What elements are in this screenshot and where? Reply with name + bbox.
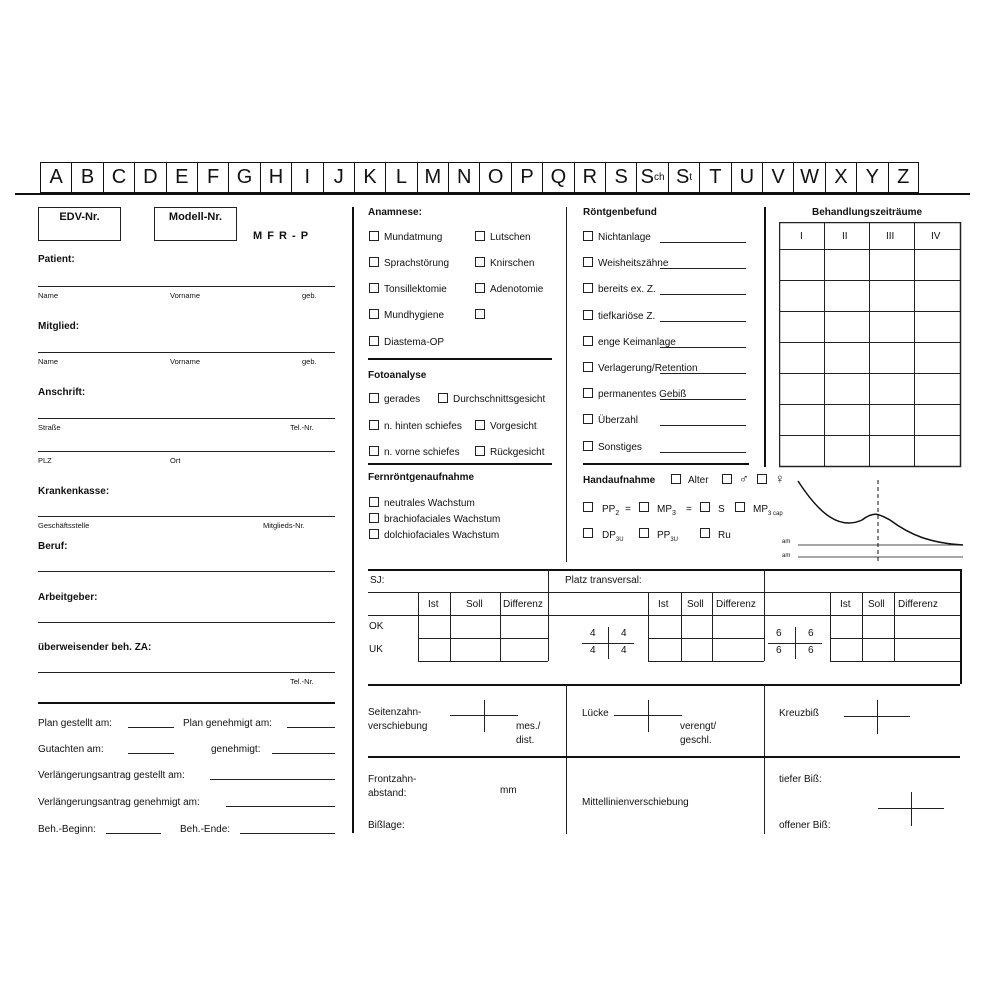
col-divider-right xyxy=(764,207,766,467)
pt2-col-1 xyxy=(830,592,831,661)
quad-4-lower-right: 4 xyxy=(621,645,627,656)
tab-h[interactable]: H xyxy=(260,162,291,193)
foto-n-hinten-schiefes-label: n. hinten schiefes xyxy=(384,421,462,432)
pt1-soll: Soll xyxy=(687,599,704,610)
pp2-checkbox[interactable] xyxy=(583,502,593,512)
tab-e[interactable]: E xyxy=(166,162,197,193)
anamnese-extra-checkbox[interactable] xyxy=(475,309,485,319)
quad-4-lower-left: 4 xyxy=(590,645,596,656)
roentgen-tiefkariöse-z--checkbox[interactable] xyxy=(583,310,593,320)
female-checkbox[interactable] xyxy=(757,474,767,484)
roentgen-verlagerung-retention-checkbox[interactable] xyxy=(583,362,593,372)
biss-cross-v[interactable] xyxy=(911,792,912,826)
uk-label: UK xyxy=(369,644,383,655)
kreuzbiss-label: Kreuzbiß xyxy=(779,708,820,719)
am-label-1: am xyxy=(782,539,791,545)
alter-checkbox[interactable] xyxy=(671,474,681,484)
verl-genehmigt-label: Verlängerungsantrag genehmigt am: xyxy=(38,797,200,808)
foto-rückgesicht-checkbox[interactable] xyxy=(475,446,485,456)
frontzahn-label-2: abstand: xyxy=(368,788,407,799)
quad-4-upper-right: 4 xyxy=(621,628,627,639)
anamnese-diastema-op-checkbox[interactable] xyxy=(369,336,379,346)
eq-2: = xyxy=(686,504,692,515)
modell-nr-box[interactable] xyxy=(154,207,237,241)
sj-soll: Soll xyxy=(466,599,483,610)
foto-durchschnittsgesicht-checkbox[interactable] xyxy=(438,393,448,403)
header-divider xyxy=(15,193,970,195)
pt1-col-2 xyxy=(681,592,682,661)
roentgen-nichtanlage-label: Nichtanlage xyxy=(598,232,651,243)
pt2-col-2 xyxy=(862,592,863,661)
fern-neutrales-wachstum-label: neutrales Wachstum xyxy=(384,498,475,509)
roentgen-überzahl-checkbox[interactable] xyxy=(583,414,593,424)
hand-title: Handaufnahme xyxy=(583,475,656,486)
anamnese-mundatmung-checkbox[interactable] xyxy=(369,231,379,241)
tab-v[interactable]: V xyxy=(762,162,793,193)
tab-sch[interactable]: S ch xyxy=(636,162,667,193)
edv-nr-box[interactable] xyxy=(38,207,121,241)
anamnese-knirschen-checkbox[interactable] xyxy=(475,257,485,267)
seitenzahn-label-1: Seitenzahn- xyxy=(368,707,422,718)
luecke-label: Lücke xyxy=(582,708,609,719)
geschaeftsstelle-hint: Geschäftsstelle xyxy=(38,521,90,530)
s-label: S xyxy=(718,504,725,515)
tab-o[interactable]: O xyxy=(479,162,510,193)
genehmigt-label: genehmigt: xyxy=(211,744,261,755)
mitglieds-nr-hint: Mitglieds-Nr. xyxy=(263,521,305,530)
anamnese-divider xyxy=(368,358,552,360)
roentgen-weisheitszähne-line[interactable] xyxy=(660,268,746,269)
geschl-label: geschl. xyxy=(680,735,712,746)
bisslage-label: Bißlage: xyxy=(368,820,405,831)
bottom-mid-border xyxy=(368,756,960,758)
luecke-cross-v[interactable] xyxy=(648,700,649,732)
dp3u-label: $DP_{3U}$ xyxy=(602,530,624,543)
beh-ende-label: Beh.-Ende: xyxy=(180,824,231,835)
anamnese-mundhygiene-checkbox[interactable] xyxy=(369,309,379,319)
gutachten-line[interactable] xyxy=(128,753,174,754)
tab-b[interactable]: B xyxy=(71,162,102,193)
mittellinien-label: Mittellinienverschiebung xyxy=(582,797,689,808)
foto-title: Fotoanalyse xyxy=(368,370,427,381)
plan-genehmigt-label: Plan genehmigt am: xyxy=(183,718,272,729)
behandlung-col-4: IV xyxy=(931,231,941,242)
behandlung-col-2: II xyxy=(842,231,848,242)
tab-n[interactable]: N xyxy=(448,162,479,193)
quad-6-lower-right: 6 xyxy=(808,645,814,656)
roentgen-sonstiges-line[interactable] xyxy=(660,452,746,453)
tab-j[interactable]: J xyxy=(323,162,354,193)
pt1-col-1 xyxy=(648,592,649,661)
roentgen-verlagerung-retention-line[interactable] xyxy=(660,373,746,374)
pp2-label: $PP_2$ xyxy=(602,504,620,517)
tab-q[interactable]: Q xyxy=(542,162,573,193)
mp3-label: $MP_3$ xyxy=(657,504,676,517)
anamnese-lutschen-label: Lutschen xyxy=(490,232,531,243)
beruf-label: Beruf: xyxy=(38,541,68,552)
foto-vorgesicht-checkbox[interactable] xyxy=(475,420,485,430)
seitenzahn-label-2: verschiebung xyxy=(368,721,428,732)
pt2-ist: Ist xyxy=(840,599,851,610)
roentgen-bereits-ex-z--checkbox[interactable] xyxy=(583,283,593,293)
pt1-mid-line xyxy=(648,638,764,639)
eq-1: = xyxy=(625,504,631,515)
patient-name-hint: Name xyxy=(38,291,59,300)
tab-u[interactable]: U xyxy=(731,162,762,193)
quad-6-upper-left: 6 xyxy=(776,628,782,639)
bottom-div-1 xyxy=(566,684,567,834)
strasse-line[interactable] xyxy=(38,418,335,419)
ueberweisender-label: überweisender beh. ZA: xyxy=(38,642,152,653)
offener-biss-label: offener Biß: xyxy=(779,820,831,831)
plan-gestellt-label: Plan gestellt am: xyxy=(38,718,112,729)
mfr-code: M F R - P xyxy=(253,230,310,242)
male-symbol: ♂ xyxy=(739,471,749,486)
frontzahn-label-1: Frontzahn- xyxy=(368,774,417,785)
anamnese-lutschen-checkbox[interactable] xyxy=(475,231,485,241)
bottom-top-border xyxy=(368,684,960,686)
behandlung-title: Behandlungszeiträume xyxy=(812,207,923,218)
edv-nr-label: EDV-Nr. xyxy=(59,211,100,223)
anamnese-adenotomie-checkbox[interactable] xyxy=(475,283,485,293)
tel-hint: Tel.-Nr. xyxy=(290,423,314,432)
roentgen-tiefkariöse-z--label: tiefkariöse Z. xyxy=(598,310,656,322)
mp3cap-checkbox[interactable] xyxy=(735,502,745,512)
sj-col-1 xyxy=(418,592,419,661)
strasse-hint: Straße xyxy=(38,423,61,432)
alter-label: Alter xyxy=(688,475,709,486)
beruf-line[interactable] xyxy=(38,571,335,572)
patient-vorname-hint: Vorname xyxy=(170,291,201,300)
ueberweisender-tel-hint: Tel.-Nr. xyxy=(290,677,314,686)
mitglied-vorname-hint: Vorname xyxy=(170,357,201,366)
roentgen-nichtanlage-checkbox[interactable] xyxy=(583,231,593,241)
tab-x[interactable]: X xyxy=(825,162,856,193)
mitglied-label: Mitglied: xyxy=(38,321,80,332)
mp3cap-label: $MP_{3 cap}$ xyxy=(753,504,783,517)
tab-a[interactable]: A xyxy=(40,162,71,193)
foto-durchschnittsgesicht-label: Durchschnittsgesicht xyxy=(453,394,546,405)
left-section-divider xyxy=(38,702,335,704)
dist-label: dist. xyxy=(516,735,535,746)
sj-mid-line xyxy=(418,638,548,639)
growth-curve-graph xyxy=(780,475,965,565)
dp3u-checkbox[interactable] xyxy=(583,528,593,538)
anamnese-tonsillektomie-checkbox[interactable] xyxy=(369,283,379,293)
roentgen-weisheitszähne-checkbox[interactable] xyxy=(583,257,593,267)
sj-ist: Ist xyxy=(428,599,439,610)
pt2-bottom-line xyxy=(830,661,960,662)
tab-p[interactable]: P xyxy=(511,162,542,193)
col-divider-left xyxy=(352,207,354,833)
roentgen-permanentes-gebiß-label: permanentes Gebiß xyxy=(598,389,687,401)
seitenzahn-cross-v[interactable] xyxy=(484,700,485,732)
fern-dolchiofaciales-wachstum-label: dolchiofaciales Wachstum xyxy=(384,530,500,541)
pp3u-checkbox[interactable] xyxy=(639,528,649,538)
plan-gestellt-line[interactable] xyxy=(128,727,174,728)
tab-f[interactable]: F xyxy=(197,162,228,193)
tab-w[interactable]: W xyxy=(793,162,824,193)
anschrift-label: Anschrift: xyxy=(38,387,86,398)
quad-6-v xyxy=(795,627,796,659)
sj-differenz: Differenz xyxy=(503,599,543,610)
roentgen-weisheitszähne-label: Weisheitszähne xyxy=(598,258,669,270)
fern-brachiofaciales-wachstum-label: brachiofaciales Wachstum xyxy=(384,514,501,525)
mm-label: mm xyxy=(500,785,517,796)
patient-label: Patient: xyxy=(38,254,75,265)
measure-top-border xyxy=(368,569,960,571)
roentgen-überzahl-label: Überzahl xyxy=(598,415,639,427)
roentgen-enge-keimanlage-checkbox[interactable] xyxy=(583,336,593,346)
s-checkbox[interactable] xyxy=(700,502,710,512)
tab-s[interactable]: S xyxy=(605,162,636,193)
mitglied-name-hint: Name xyxy=(38,357,59,366)
tab-c[interactable]: C xyxy=(103,162,134,193)
roentgen-title: Röntgenbefund xyxy=(583,207,657,218)
anamnese-knirschen-label: Knirschen xyxy=(490,258,535,269)
tab-m[interactable]: M xyxy=(417,162,448,193)
verengt-label: verengt/ xyxy=(680,721,717,732)
tiefer-biss-label: tiefer Biß: xyxy=(779,774,822,785)
roentgen-überzahl-line[interactable] xyxy=(660,425,746,426)
pt1-differenz: Differenz xyxy=(716,599,756,610)
ru-label: Ru xyxy=(718,530,731,541)
platz-label: Platz transversal: xyxy=(565,575,642,586)
quad-6-lower-left: 6 xyxy=(776,645,782,656)
modell-nr-label: Modell-Nr. xyxy=(168,211,223,223)
roentgen-tiefkariöse-z--line[interactable] xyxy=(660,321,746,322)
ueberweisender-line[interactable] xyxy=(38,672,335,673)
pt2-mid-line xyxy=(830,638,960,639)
fern-brachiofaciales-wachstum-checkbox[interactable] xyxy=(369,513,379,523)
anamnese-title: Anamnese: xyxy=(368,207,422,218)
male-checkbox[interactable] xyxy=(722,474,732,484)
arbeitgeber-line[interactable] xyxy=(38,622,335,623)
sj-label: SJ: xyxy=(370,575,385,586)
krankenkasse-label: Krankenkasse: xyxy=(38,486,110,497)
roentgen-bereits-ex-z--label: bereits ex. Z. xyxy=(598,284,656,296)
beh-ende-line[interactable] xyxy=(240,833,335,834)
tab-z[interactable]: Z xyxy=(888,162,919,193)
behandlung-col-3: III xyxy=(886,231,895,242)
roentgen-nichtanlage-line[interactable] xyxy=(660,242,746,243)
tab-t[interactable]: T xyxy=(699,162,730,193)
roentgen-sonstiges-label: Sonstiges xyxy=(598,441,642,453)
measure-subheader-line xyxy=(368,615,960,616)
sj-col-2 xyxy=(450,592,451,661)
measure-header-line xyxy=(368,592,960,593)
quad-4-upper-left: 4 xyxy=(590,628,596,639)
tab-st[interactable]: S t xyxy=(668,162,699,193)
patient-line[interactable] xyxy=(38,286,335,287)
fern-title: Fernröntgenaufnahme xyxy=(368,472,475,483)
anamnese-tonsillektomie-label: Tonsillektomie xyxy=(384,284,447,295)
pt2-differenz: Differenz xyxy=(898,599,938,610)
female-symbol: ♀ xyxy=(775,471,785,486)
anamnese-sprachstörung-checkbox[interactable] xyxy=(369,257,379,267)
pt1-bottom-line xyxy=(648,661,764,662)
pt1-col-3 xyxy=(712,592,713,661)
gutachten-label: Gutachten am: xyxy=(38,744,104,755)
ort-hint: Ort xyxy=(170,456,181,465)
anamnese-mundhygiene-label: Mundhygiene xyxy=(384,310,445,321)
behandlung-col-1: I xyxy=(800,231,803,242)
roentgen-enge-keimanlage-label: enge Keimanlage xyxy=(598,336,676,348)
ru-checkbox[interactable] xyxy=(700,528,710,538)
foto-rückgesicht-label: Rückgesicht xyxy=(490,447,545,458)
tab-g[interactable]: G xyxy=(228,162,259,193)
tab-l[interactable]: L xyxy=(385,162,416,193)
arbeitgeber-label: Arbeitgeber: xyxy=(38,592,98,603)
anamnese-diastema-op-label: Diastema-OP xyxy=(384,337,445,348)
mitglied-line[interactable] xyxy=(38,352,335,353)
sj-bottom-line xyxy=(418,661,548,662)
anamnese-mundatmung-label: Mundatmung xyxy=(384,232,443,243)
foto-vorgesicht-label: Vorgesicht xyxy=(490,421,537,432)
foto-n-vorne-schiefes-label: n. vorne schiefes xyxy=(384,447,460,458)
roentgen-sonstiges-checkbox[interactable] xyxy=(583,441,593,451)
roentgen-verlagerung-retention-label: Verlagerung/Retention xyxy=(598,363,698,374)
beh-beginn-label: Beh.-Beginn: xyxy=(38,824,96,835)
bottom-div-2 xyxy=(764,684,765,834)
fern-dolchiofaciales-wachstum-checkbox[interactable] xyxy=(369,529,379,539)
behandlung-grid[interactable] xyxy=(779,222,962,468)
quad-6-upper-right: 6 xyxy=(808,628,814,639)
measure-right-border xyxy=(960,569,962,684)
foto-n-hinten-schiefes-checkbox[interactable] xyxy=(369,420,379,430)
roentgen-enge-keimanlage-line[interactable] xyxy=(660,347,746,348)
mitglied-geb-hint: geb. xyxy=(302,357,317,366)
pt2-col-3 xyxy=(894,592,895,661)
sj-col-3 xyxy=(500,592,501,661)
quad-4-v xyxy=(608,627,609,659)
roentgen-bereits-ex-z--line[interactable] xyxy=(660,294,746,295)
alphabet-tabs xyxy=(40,162,919,193)
tab-r[interactable]: R xyxy=(574,162,605,193)
krankenkasse-line[interactable] xyxy=(38,516,335,517)
verl-gestellt-line[interactable] xyxy=(210,779,335,780)
verl-gestellt-label: Verlängerungsantrag gestellt am: xyxy=(38,770,185,781)
foto-divider xyxy=(368,463,552,465)
anamnese-sprachstörung-label: Sprachstörung xyxy=(384,258,450,269)
genehmigt-line[interactable] xyxy=(272,753,335,754)
tab-y[interactable]: Y xyxy=(856,162,887,193)
roentgen-divider xyxy=(583,463,749,465)
ok-label: OK xyxy=(369,621,384,632)
tab-d[interactable]: D xyxy=(134,162,165,193)
plz-line[interactable] xyxy=(38,451,335,452)
patient-geb-hint: geb. xyxy=(302,291,317,300)
foto-n-vorne-schiefes-checkbox[interactable] xyxy=(369,446,379,456)
pp3u-label: $PP_{3U}$ xyxy=(657,530,679,543)
tab-i[interactable]: I xyxy=(291,162,322,193)
mes-label: mes./ xyxy=(516,721,541,732)
roentgen-permanentes-gebiß-line[interactable] xyxy=(660,399,746,400)
kreuzbiss-cross-v[interactable] xyxy=(877,700,878,734)
plan-genehmigt-line[interactable] xyxy=(287,727,335,728)
pt2-soll: Soll xyxy=(868,599,885,610)
beh-beginn-line[interactable] xyxy=(106,833,161,834)
col-divider-mid xyxy=(566,207,567,562)
fern-neutrales-wachstum-checkbox[interactable] xyxy=(369,497,379,507)
am-label-2: am xyxy=(782,553,791,559)
roentgen-permanentes-gebiß-checkbox[interactable] xyxy=(583,388,593,398)
pt1-ist: Ist xyxy=(658,599,669,610)
foto-gerades-checkbox[interactable] xyxy=(369,393,379,403)
growth-curve-line xyxy=(798,481,963,545)
foto-gerades-label: gerades xyxy=(384,394,421,405)
plz-hint: PLZ xyxy=(38,456,52,465)
mp3-checkbox[interactable] xyxy=(639,502,649,512)
verl-genehmigt-line[interactable] xyxy=(226,806,335,807)
anamnese-adenotomie-label: Adenotomie xyxy=(490,284,544,295)
tab-k[interactable]: K xyxy=(354,162,385,193)
